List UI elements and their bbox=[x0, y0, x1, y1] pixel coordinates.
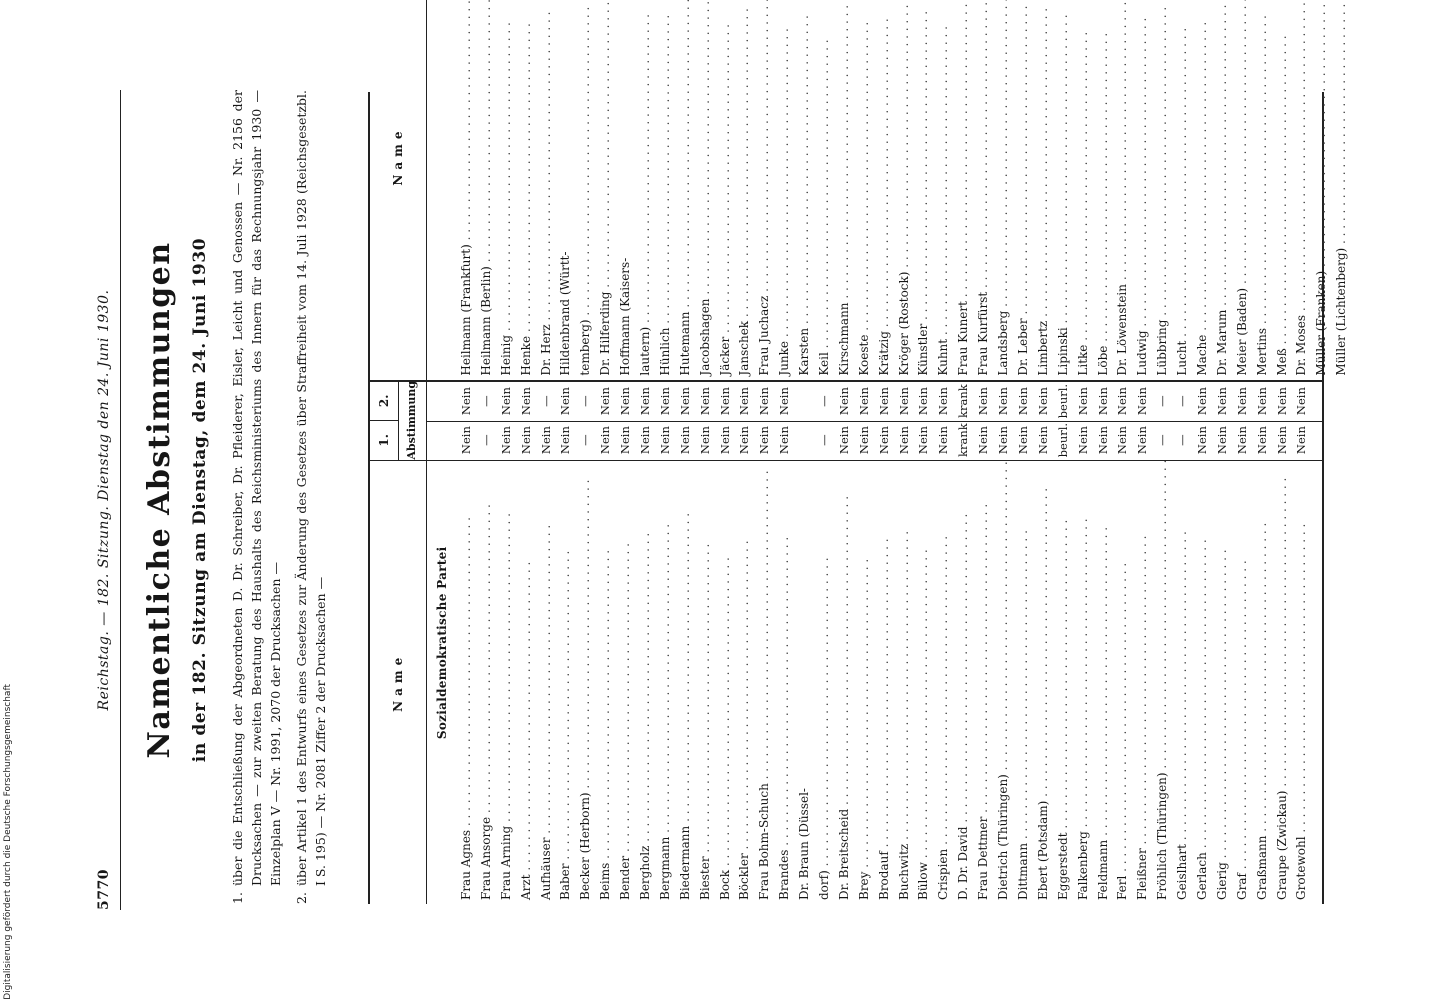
member-name: temberg) . . . bbox=[576, 0, 596, 380]
vote-2-value: Nein bbox=[876, 387, 891, 416]
column-header bbox=[370, 382, 427, 904]
table-row bbox=[457, 0, 477, 380]
vote-1-value: Nein bbox=[618, 426, 633, 455]
digitization-note-text: Digitalisierung gefördert durch die Deutsche Forschungsgemeinschaft bbox=[3, 684, 13, 1000]
vote-2-value: Nein bbox=[677, 387, 692, 416]
table-row bbox=[537, 0, 557, 380]
table-row bbox=[676, 0, 696, 380]
member-name: Koeste . . . bbox=[855, 0, 875, 380]
table-row bbox=[576, 0, 596, 380]
vote-2-value: Nein bbox=[836, 387, 851, 416]
vote-2-value: Nein bbox=[896, 387, 911, 416]
table-row bbox=[1054, 0, 1074, 380]
member-name: Aufhäuser . . . bbox=[537, 460, 557, 904]
member-name: Kirschmann . . . bbox=[835, 0, 855, 380]
member-name: Henke . . . bbox=[517, 0, 537, 380]
member-name: Löbe . . . bbox=[1094, 0, 1114, 380]
vote-1-value: — bbox=[478, 434, 493, 446]
vote-1-value: — bbox=[578, 434, 593, 446]
vote-1-value: Nein bbox=[856, 426, 871, 455]
vote-2-value: — bbox=[1155, 395, 1170, 407]
member-name: Bock . . . bbox=[716, 460, 736, 904]
vote-1-value: Nein bbox=[1135, 426, 1150, 455]
vote-2-value: Nein bbox=[976, 387, 991, 416]
vote-2-value: beurl. bbox=[1055, 383, 1070, 419]
vote-2-value: Nein bbox=[856, 387, 871, 416]
vote-1-value: Nein bbox=[1075, 426, 1090, 455]
member-name: Dr. Braun (Düssel- bbox=[797, 788, 812, 900]
member-name: Krätzig . . . bbox=[875, 0, 895, 380]
table-row bbox=[934, 0, 954, 380]
vote-2-value: — bbox=[817, 395, 832, 407]
member-name: Heilmann (Frankfurt) . . . bbox=[457, 0, 477, 380]
table-row bbox=[1332, 0, 1352, 380]
member-name: Meß . . . bbox=[1273, 0, 1293, 380]
member-name: Gerlach . . . bbox=[1193, 460, 1213, 904]
vote-1-value: Nein bbox=[896, 426, 911, 455]
table-row bbox=[636, 0, 656, 380]
vote-2-value: Nein bbox=[598, 387, 613, 416]
member-name: Frau Ansorge . . . bbox=[477, 460, 497, 904]
column-divider bbox=[426, 460, 1322, 461]
table-row bbox=[1094, 0, 1114, 380]
vote-1-value: Nein bbox=[1254, 426, 1269, 455]
member-name: Graf . . . bbox=[1233, 460, 1253, 904]
member-name: Grotewohl . . . bbox=[1292, 460, 1312, 904]
vote-1-value: Nein bbox=[836, 426, 851, 455]
vote-2-value: krank bbox=[956, 384, 971, 418]
table-row bbox=[875, 0, 895, 380]
table-row bbox=[775, 0, 795, 380]
vote-1-value: krank bbox=[956, 423, 971, 457]
vote-1-value: Nein bbox=[737, 426, 752, 455]
table-row bbox=[1233, 0, 1253, 380]
member-name: Biedermann . . . bbox=[676, 460, 696, 904]
vote-1-value: — bbox=[1155, 434, 1170, 446]
member-name: Heilmann (Berlin) . . . bbox=[477, 0, 497, 380]
vote-1-header: 1. bbox=[370, 420, 398, 460]
member-name: Beims . . . bbox=[596, 460, 616, 904]
header-rule bbox=[120, 90, 121, 910]
table-row bbox=[1074, 0, 1094, 380]
vote-1-value: Nein bbox=[1035, 426, 1050, 455]
vote-2-value: Nein bbox=[737, 387, 752, 416]
vote-2-value: Nein bbox=[1274, 387, 1289, 416]
table-row bbox=[497, 0, 517, 380]
table-row bbox=[815, 0, 835, 380]
vote-2-value: Nein bbox=[558, 387, 573, 416]
running-head bbox=[96, 90, 118, 910]
name-header: Name bbox=[370, 0, 426, 380]
member-name: Böckler . . . bbox=[735, 460, 755, 904]
votes-table bbox=[368, 92, 1349, 904]
member-name: Becker (Herborn) . . . bbox=[576, 460, 596, 904]
table-row bbox=[795, 0, 815, 380]
member-name: Dr. Herz . . . bbox=[537, 0, 557, 380]
member-name: Graupe (Zwickau) . . . bbox=[1273, 460, 1293, 904]
vote-2-value: Nein bbox=[717, 387, 732, 416]
table-row bbox=[1312, 0, 1332, 380]
vote-1-value: Nein bbox=[1095, 426, 1110, 455]
member-name: Bergmann . . . bbox=[656, 460, 676, 904]
vote-2-value: Nein bbox=[996, 387, 1011, 416]
member-name: Kuhnt . . . bbox=[934, 0, 954, 380]
member-name: Frau Agnes . . . bbox=[457, 460, 477, 904]
member-name: Junke . . . bbox=[775, 0, 795, 380]
member-name: Mache . . . bbox=[1193, 0, 1213, 380]
vote-2-value: Nein bbox=[459, 387, 473, 416]
member-name: Lübbring . . . bbox=[1153, 0, 1173, 380]
vote-2-value: Nein bbox=[916, 387, 931, 416]
vote-2-value: Nein bbox=[757, 387, 772, 416]
table-row bbox=[1213, 0, 1233, 380]
vote-2-value: Nein bbox=[1115, 387, 1130, 416]
vote-2-value: Nein bbox=[777, 387, 792, 416]
vote-2-value: Nein bbox=[518, 387, 533, 416]
vote-2-value: Nein bbox=[657, 387, 672, 416]
member-name: Künstler . . . bbox=[914, 0, 934, 380]
vote-1-value: Nein bbox=[1274, 426, 1289, 455]
member-name: Frau Kurfürst . . . bbox=[974, 0, 994, 380]
member-name: D. Dr. David . . . bbox=[954, 460, 974, 904]
member-name: Hoffmann (Kaisers- bbox=[618, 257, 633, 376]
vote-1-value: — bbox=[817, 434, 832, 446]
table-row bbox=[1273, 0, 1293, 380]
member-name: lautern) . . . bbox=[636, 0, 656, 380]
vote-2-value: Nein bbox=[1135, 387, 1150, 416]
member-name: Frau Dettmer . . . bbox=[974, 460, 994, 904]
vote-1-value: Nein bbox=[757, 426, 772, 455]
page-subtitle: in der 182. Sitzung am Dienstag, dem 24. Juni 1930 bbox=[190, 237, 210, 763]
table-row bbox=[954, 0, 974, 380]
member-name: Hutemann . . . bbox=[676, 0, 696, 380]
member-name: Litke . . . bbox=[1074, 0, 1094, 380]
member-name: Ebert (Potsdam) . . . bbox=[1034, 460, 1054, 904]
table-row bbox=[1133, 0, 1153, 380]
member-name: Biester . . . bbox=[696, 460, 716, 904]
member-name: Feldmann . . . bbox=[1094, 460, 1114, 904]
vote-2-value: Nein bbox=[697, 387, 712, 416]
vote-2-value: Nein bbox=[1294, 387, 1309, 416]
member-name: Jäcker . . . bbox=[716, 0, 736, 380]
member-name: Brandes . . . bbox=[775, 460, 795, 904]
member-name: Landsberg . . . bbox=[994, 0, 1014, 380]
member-name: Dittmann . . . bbox=[1014, 460, 1034, 904]
vote-1-value: Nein bbox=[777, 426, 792, 455]
vote-1-value: — bbox=[1175, 434, 1190, 446]
member-name: Karsten . . . bbox=[795, 0, 815, 380]
digitization-note bbox=[2, 628, 14, 1000]
vote-1-value: Nein bbox=[1214, 426, 1229, 455]
vote-1-value: Nein bbox=[1294, 426, 1309, 455]
table-row bbox=[1253, 0, 1273, 380]
vote-2-value: Nein bbox=[1095, 387, 1110, 416]
table-row bbox=[1153, 0, 1173, 380]
table-row bbox=[716, 0, 736, 380]
member-name: Baber . . . bbox=[556, 460, 576, 904]
table-row bbox=[755, 0, 775, 380]
member-name: Müller (Lichtenberg) . . . bbox=[1332, 0, 1352, 380]
table-row bbox=[1113, 0, 1133, 380]
member-name: Bülow . . . bbox=[914, 460, 934, 904]
vote-2-value bbox=[795, 382, 815, 421]
member-name: Ferl . . . bbox=[1113, 460, 1133, 904]
agenda-item-2 bbox=[292, 90, 330, 904]
vote-1-value: Nein bbox=[916, 426, 931, 455]
table-row bbox=[656, 0, 676, 380]
member-name: Fleißner . . . bbox=[1133, 460, 1153, 904]
member-name: Eggerstedt . . . bbox=[1054, 460, 1074, 904]
member-name: Keil . . . bbox=[815, 0, 835, 380]
table-row bbox=[974, 0, 994, 380]
member-name: Buchwitz . . . bbox=[895, 460, 915, 904]
table-row bbox=[835, 0, 855, 380]
member-name: Meier (Baden) . . . bbox=[1233, 0, 1253, 380]
member-name: dorf) . . . bbox=[815, 460, 835, 904]
vote-1-value: Nein bbox=[498, 426, 513, 455]
vote-1-value: Nein bbox=[996, 426, 1011, 455]
table-row bbox=[1034, 0, 1054, 380]
table-row bbox=[895, 0, 915, 380]
member-name: Kröger (Rostock) . . . bbox=[895, 0, 915, 380]
member-name: Graßmann . . . bbox=[1253, 460, 1273, 904]
vote-1-value: beurl. bbox=[1055, 422, 1070, 458]
table-row bbox=[1193, 0, 1213, 380]
table-row bbox=[596, 0, 616, 380]
agenda-item-text: über Artikel 1 des Entwurfs eines Gesetzes zur Änderung des Gesetzes über Straffreiheit vom 14. Juli 1928 (Reichsgesetzbl. I S. 195) — Nr. 2081 Ziffer 2 der Drucksachen — bbox=[294, 90, 328, 886]
vote-2-value: — bbox=[538, 395, 553, 407]
table-row bbox=[855, 0, 875, 380]
member-name: Hildenbrand (Württ- bbox=[558, 251, 573, 376]
vote-2-value: Nein bbox=[618, 387, 633, 416]
agenda-item-1 bbox=[228, 90, 285, 904]
member-name: Frau Bohm-Schuch . . . bbox=[755, 460, 775, 904]
name-header: Name bbox=[370, 460, 426, 904]
party-heading: Sozialdemokratische Partei bbox=[435, 546, 449, 740]
member-name: Ludwig . . . bbox=[1133, 0, 1153, 380]
vote-1-value: Nein bbox=[717, 426, 732, 455]
column-divider bbox=[426, 421, 1322, 422]
member-name: Frau Juchacz . . . bbox=[755, 0, 775, 380]
vote-1-value: Nein bbox=[876, 426, 891, 455]
vote-2-value: Nein bbox=[1214, 387, 1229, 416]
agenda-item-number: 2. bbox=[294, 892, 309, 904]
table-row bbox=[914, 0, 934, 380]
table-row bbox=[517, 0, 537, 380]
vote-2-value: Nein bbox=[1254, 387, 1269, 416]
member-name: Falkenberg . . . bbox=[1074, 460, 1094, 904]
table-row bbox=[735, 0, 755, 380]
vote-1-value: Nein bbox=[677, 426, 692, 455]
vote-1-value: Nein bbox=[1234, 426, 1249, 455]
agenda-item-text: über die Entschließung der Abgeordneten D. Dr. Schreiber, Dr. Pfleiderer, Eisler, Leicht und Genossen — Nr. 2156 der Drucksachen — zur zweiten Beratung des Haushalts des Reichsministeriums des Innern für das Rechnungsjahr 1930 — Einzelplan V — Nr. 1991, 2070 der Drucksachen — bbox=[230, 90, 283, 886]
vote-1-value: Nein bbox=[976, 426, 991, 455]
vote-1-value: Nein bbox=[598, 426, 613, 455]
table-row bbox=[1292, 0, 1312, 380]
member-name: Mertins . . . bbox=[1253, 0, 1273, 380]
agenda-item-number: 1. bbox=[230, 892, 245, 904]
member-name: Brey . . . bbox=[855, 460, 875, 904]
vote-2-value: — bbox=[478, 395, 493, 407]
vote-1-value: Nein bbox=[558, 426, 573, 455]
table-row bbox=[1173, 0, 1193, 380]
vote-2-value: Nein bbox=[638, 387, 653, 416]
vote-1-value: Nein bbox=[697, 426, 712, 455]
vote-2-value: Nein bbox=[1075, 387, 1090, 416]
member-name: Dietrich (Thüringen) . . . bbox=[994, 460, 1014, 904]
vote-1-value bbox=[795, 421, 815, 460]
table-row bbox=[696, 0, 716, 380]
vote-2-value: Nein bbox=[1015, 387, 1030, 416]
member-name: Crispien . . . bbox=[934, 460, 954, 904]
table-column bbox=[370, 380, 1322, 904]
vote-2-value: Nein bbox=[1194, 387, 1209, 416]
member-name: Lucht . . . bbox=[1173, 0, 1193, 380]
member-name: Dr. Moses . . . bbox=[1292, 0, 1312, 380]
table-row bbox=[994, 0, 1014, 380]
vote-1-value: Nein bbox=[459, 426, 473, 455]
member-name: Limbertz . . . bbox=[1034, 0, 1054, 380]
member-name: Hünlich . . . bbox=[656, 0, 676, 380]
member-name: Dr. Breitscheid . . . bbox=[835, 460, 855, 904]
table-row bbox=[477, 0, 497, 380]
vote-1-value: Nein bbox=[657, 426, 672, 455]
member-name: Brodauf . . . bbox=[875, 460, 895, 904]
vote-2-header: 2. bbox=[377, 394, 391, 408]
member-name: Bergholz . . . bbox=[636, 460, 656, 904]
member-name: Frau Arning . . . bbox=[497, 460, 517, 904]
member-name: Geislhart . . . bbox=[1173, 460, 1193, 904]
page-number: 5770 bbox=[96, 869, 112, 910]
vote-2-value: Nein bbox=[1035, 387, 1050, 416]
vote-2-value: Nein bbox=[936, 387, 951, 416]
page-title: Namentliche Abstimmungen bbox=[142, 241, 177, 759]
vote-1-value: Nein bbox=[1015, 426, 1030, 455]
member-name: Fröhlich (Thüringen) . . . bbox=[1153, 460, 1173, 904]
member-name: Lipinski . . . bbox=[1054, 0, 1074, 380]
member-name: Arzt . . . bbox=[517, 460, 537, 904]
table-column bbox=[370, 0, 1349, 380]
member-name: Bender . . . bbox=[616, 460, 636, 904]
member-name: Gierig . . . bbox=[1213, 460, 1233, 904]
votes-label: Abstimmung bbox=[405, 380, 418, 460]
vote-2-value: Nein bbox=[498, 387, 513, 416]
member-name: Dr. Marum . . . bbox=[1213, 0, 1233, 380]
member-name: Janschek . . . bbox=[735, 0, 755, 380]
party-heading bbox=[427, 0, 457, 380]
member-name: Müller (Franken) . . . bbox=[1312, 0, 1332, 380]
vote-1-value: Nein bbox=[936, 426, 951, 455]
vote-2-value: — bbox=[578, 395, 593, 407]
table-row bbox=[616, 0, 636, 380]
table-row bbox=[1014, 0, 1034, 380]
column-header bbox=[370, 0, 427, 380]
vote-2-value: Nein bbox=[1234, 387, 1249, 416]
member-name: Frau Kunert . . . bbox=[954, 0, 974, 380]
vote-1-value: Nein bbox=[518, 426, 533, 455]
vote-1-value: Nein bbox=[538, 426, 553, 455]
votes-header bbox=[370, 382, 426, 460]
running-header-text: Reichstag. — 182. Sitzung. Dienstag den 24. Juni 1930. bbox=[96, 289, 112, 711]
vote-2-value: — bbox=[1175, 395, 1190, 407]
vote-1-value: Nein bbox=[1194, 426, 1209, 455]
member-name: Heinig . . . bbox=[497, 0, 517, 380]
member-name: Jacobshagen . . . bbox=[696, 0, 716, 380]
vote-1-value: Nein bbox=[638, 426, 653, 455]
member-name: Dr. Hilferding . . . bbox=[596, 0, 616, 380]
member-name: Dr. Leber . . . bbox=[1014, 0, 1034, 380]
vote-1-value: Nein bbox=[1115, 426, 1130, 455]
table-row bbox=[556, 0, 576, 380]
member-name: Dr. Löwenstein . . . bbox=[1113, 0, 1133, 380]
